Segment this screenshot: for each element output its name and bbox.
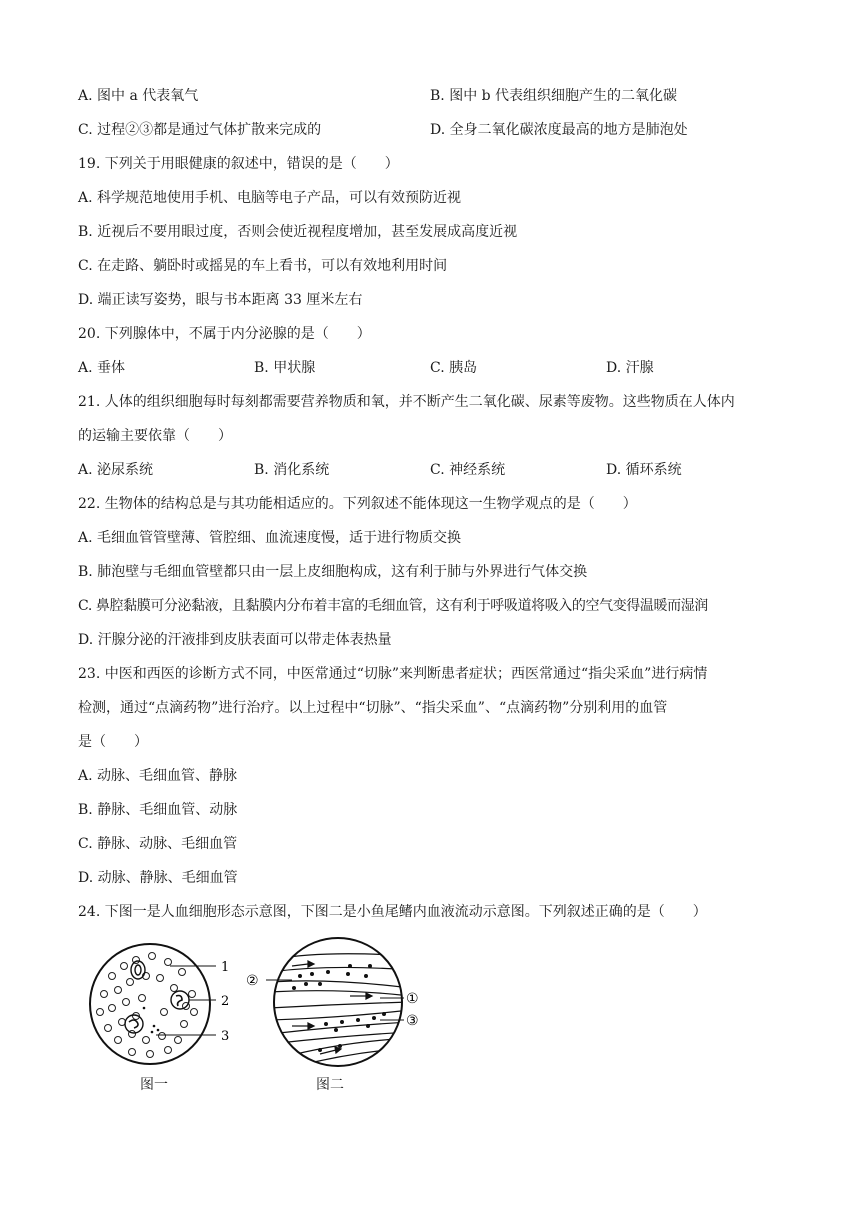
q20-option-c: C. 胰岛 bbox=[430, 360, 478, 376]
q21-stem-line2: 的运输主要依靠（ ） bbox=[78, 428, 232, 444]
fig1-caption: 图一 bbox=[140, 1077, 168, 1093]
q21-option-b: B. 消化系统 bbox=[254, 462, 330, 478]
fig2-caption: 图二 bbox=[316, 1077, 344, 1093]
q22-option-d: D. 汗腺分泌的汗液排到皮肤表面可以带走体表热量 bbox=[78, 632, 392, 648]
q24-stem: 24. 下图一是人血细胞形态示意图，下图二是小鱼尾鳍内血液流动示意图。下列叙述正确的是（ ） bbox=[78, 904, 707, 920]
q21-stem-line1: 21. 人体的组织细胞每时每刻都需要营养物质和氧，并不断产生二氧化碳、尿素等废物。这些物质在人体内 bbox=[78, 394, 735, 410]
q18-option-b: B. 图中 b 代表组织细胞产生的二氧化碳 bbox=[430, 88, 678, 104]
q20-option-a: A. 垂体 bbox=[78, 360, 126, 376]
fig2-label-1: ① bbox=[406, 991, 419, 1007]
q19-option-a: A. 科学规范地使用手机、电脑等电子产品，可以有效预防近视 bbox=[78, 190, 462, 206]
q20-option-d: D. 汗腺 bbox=[606, 360, 654, 376]
q23-option-a: A. 动脉、毛细血管、静脉 bbox=[78, 768, 238, 784]
fig2-label-2: ② bbox=[246, 973, 259, 989]
q20-stem: 20. 下列腺体中，不属于内分泌腺的是（ ） bbox=[78, 326, 371, 342]
q23-option-c: C. 静脉、动脉、毛细血管 bbox=[78, 836, 238, 852]
q23-stem-line2: 检测，通过“点滴药物”进行治疗。以上过程中“切脉”、“指尖采血”、“点滴药物”分别利用的血管 bbox=[78, 700, 668, 716]
q23-stem-line1: 23. 中医和西医的诊断方式不同，中医常通过“切脉”来判断患者症状；西医常通过“指尖采血”进行病情 bbox=[78, 666, 708, 682]
fig2-label-3: ③ bbox=[406, 1013, 419, 1029]
q19-option-b: B. 近视后不要用眼过度，否则会使近视程度增加，甚至发展成高度近视 bbox=[78, 224, 518, 240]
q18-option-d: D. 全身二氧化碳浓度最高的地方是肺泡处 bbox=[430, 122, 688, 138]
q22-stem: 22. 生物体的结构总是与其功能相适应的。下列叙述不能体现这一生物学观点的是（ ） bbox=[78, 496, 637, 512]
q22-option-b: B. 肺泡壁与毛细血管壁都只由一层上皮细胞构成，这有利于肺与外界进行气体交换 bbox=[78, 564, 588, 580]
blood-cell-diagram bbox=[84, 936, 244, 1076]
fig1-label-1: 1 bbox=[221, 960, 230, 975]
fig1-label-3: 3 bbox=[221, 1029, 230, 1044]
q21-option-d: D. 循环系统 bbox=[606, 462, 682, 478]
q19-option-c: C. 在走路、躺卧时或摇晃的车上看书，可以有效地利用时间 bbox=[78, 258, 448, 274]
q21-option-a: A. 泌尿系统 bbox=[78, 462, 154, 478]
q19-stem: 19. 下列关于用眼健康的叙述中，错误的是（ ） bbox=[78, 156, 399, 172]
fig1-label-2: 2 bbox=[221, 994, 230, 1009]
q23-stem-line3: 是（ ） bbox=[78, 734, 148, 750]
q23-option-d: D. 动脉、静脉、毛细血管 bbox=[78, 870, 238, 886]
q22-option-a: A. 毛细血管管壁薄、管腔细、血流速度慢，适于进行物质交换 bbox=[78, 530, 462, 546]
q22-option-c: C. 鼻腔黏膜可分泌黏液，且黏膜内分布着丰富的毛细血管，这有利于呼吸道将吸入的空气变得温暖而湿润 bbox=[78, 598, 708, 614]
q18-option-c: C. 过程②③都是通过气体扩散来完成的 bbox=[78, 122, 322, 138]
q23-option-b: B. 静脉、毛细血管、动脉 bbox=[78, 802, 238, 818]
blood-flow-diagram bbox=[240, 930, 430, 1080]
q20-option-b: B. 甲状腺 bbox=[254, 360, 316, 376]
q21-option-c: C. 神经系统 bbox=[430, 462, 506, 478]
q18-option-a: A. 图中 a 代表氧气 bbox=[78, 88, 199, 104]
q19-option-d: D. 端正读写姿势，眼与书本距离 33 厘米左右 bbox=[78, 292, 363, 308]
